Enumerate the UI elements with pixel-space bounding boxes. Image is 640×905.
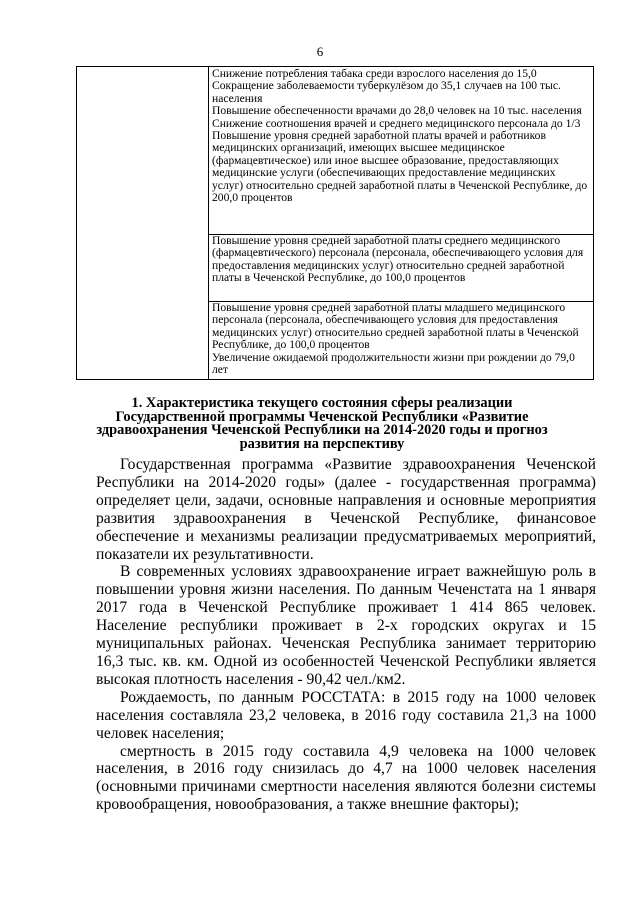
page-number: 6 — [316, 44, 324, 59]
table-cell-line: Повышение уровня средней заработной платы врачей и работников медицинских организаций, имеющих высшее медицинское (фармацевтическое) или иное высшее образование, предоставляющих медицинские услуги (обеспечивающих предоставление медицинских услуг) относительно средней заработной платы в Чеченской Республике, до 200,0 процентов — [212, 129, 588, 205]
table-cell — [209, 234, 593, 301]
body-text — [96, 456, 596, 814]
table-cell-line: Повышение уровня средней заработной платы среднего медицинского (фармацевтического) персонала (персонала, обеспечивающего условия для предоставления медицинских услуг) относительно средней заработной платы в Чеченской Республике, до 100,0 процентов — [212, 234, 584, 285]
paragraph: Рождаемость, по данным РОССТАТА: в 2015 году на 1000 человек населения составляла 23,2 человека, в 2016 году составила 21,3 на 1000 человек населения; — [96, 688, 596, 742]
table-cell-line: Повышение обеспеченности врачами до 28,0 человек на 10 тыс. населения — [212, 104, 582, 118]
table-left-column — [77, 67, 209, 379]
paragraph: В современных условиях здравоохранение играет важнейшую роль в повышении уровня жизни населения. По данным Чеченстата на 1 января 2017 года в Чеченской Республике проживает 1 414 865 человек. Население республики проживает в 2-х городских округах и 15 муниципальных районах. Чеченская Республика занимает территорию 16,3 тыс. кв. км. Одной из особенностей Чеченской Республики является высокая плотность населения - 90,42 чел./км2. — [96, 563, 596, 688]
indicators-table — [76, 66, 594, 380]
table-cell-line: Сокращение заболеваемости туберкулёзом до 35,1 случаев на 100 тыс. населения — [212, 79, 561, 105]
table-cell-line: Снижение потребления табака среди взрослого населения до 15,0 — [212, 67, 537, 80]
paragraph: Государственная программа «Развитие здравоохранения Чеченской Республики на 2014-2020 годы» (далее - государственная программа) определяет цели, задачи, основные направления и основные мероприятия развития здравоохранения в Чеченской Республике, финансовое обеспечение и механизмы реализации предусматриваемых мероприятий, показатели их результативности. — [96, 456, 596, 563]
section-heading: 1. Характеристика текущего состояния сферы реализации Государственной программы Чеченской Республики «Развитие здравоохранения Чеченской Республики на 2014-2020 годы и прогноз развития на перспективу — [96, 395, 548, 452]
table-cell — [209, 301, 593, 381]
table-right-column — [209, 67, 593, 379]
table-cell-line: Повышение уровня средней заработной платы младшего медицинского персонала (персонала, обеспечивающего условия для предоставления медицинских услуг) относительно средней заработной платы в Чеченской Республике, до 100,0 процентов — [212, 301, 579, 352]
paragraph: смертность в 2015 году составила 4,9 человека на 1000 человек населения, в 2016 году снизилась до 4,7 на 1000 человек населения (основными причинами смертности населения являются болезни системы кровообращения, новообразования, а также внешние факторы); — [96, 742, 596, 814]
table-cell-line: Увеличение ожидаемой продолжительности жизни при рождении до 79,0 лет — [212, 350, 575, 377]
table-cell — [209, 67, 593, 234]
table-cell-line: Снижение соотношения врачей и среднего медицинского персонала до 1/3 — [212, 116, 581, 130]
